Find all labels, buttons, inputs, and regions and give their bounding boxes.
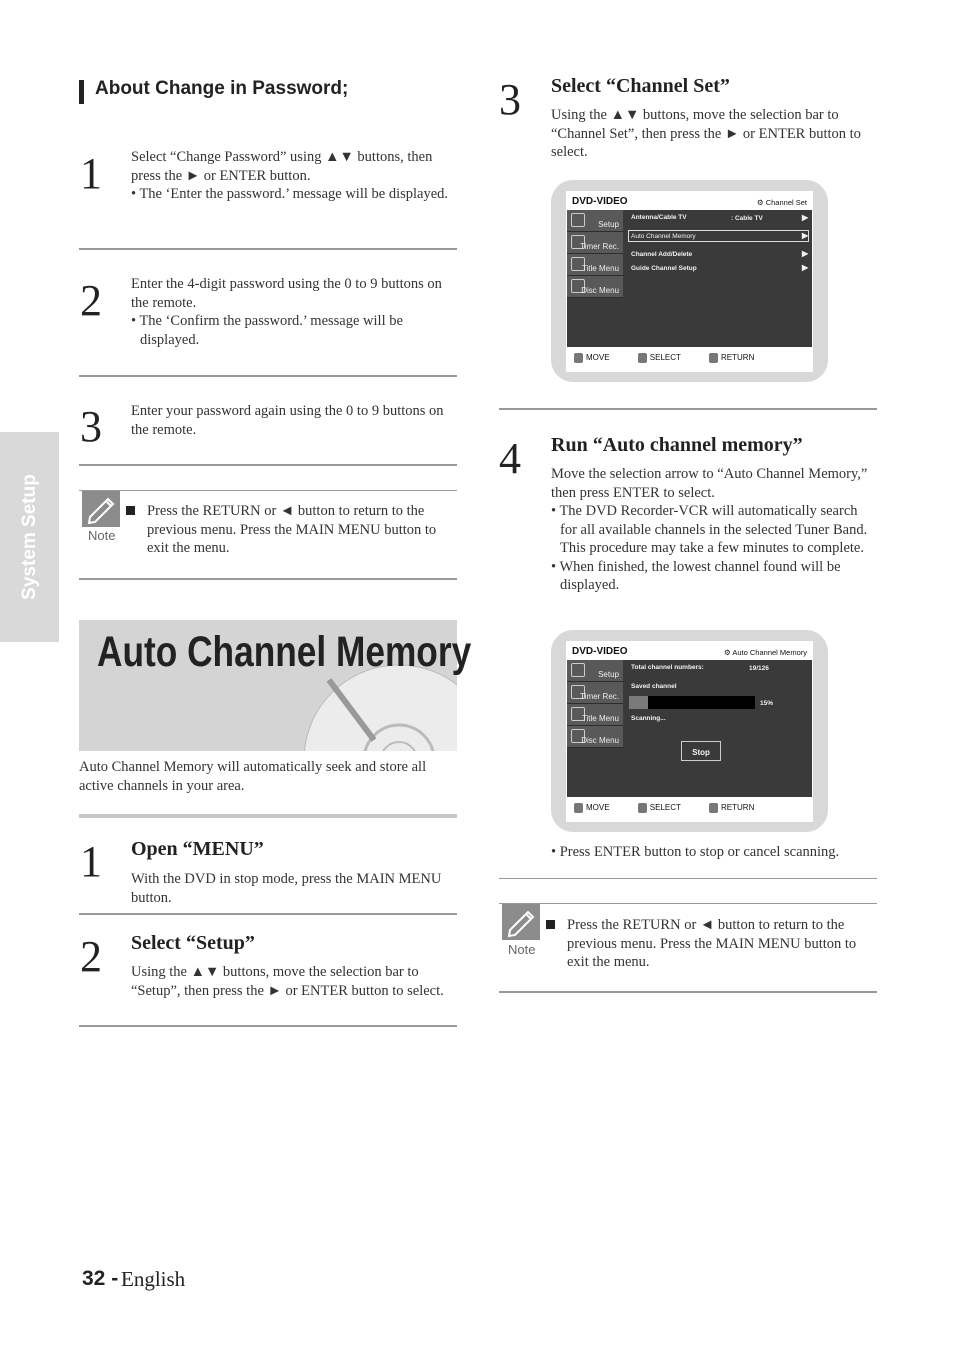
step-2-text: Using the ▲▼ buttons, move the selection bar to “Setup”, then press the ► or ENTER button to select. (131, 964, 444, 999)
progress-fill (629, 696, 648, 709)
arrow-right-icon: ▶ (802, 263, 809, 272)
arrow-right-icon: ▶ (802, 249, 809, 258)
divider (499, 903, 877, 904)
progress-bar (629, 696, 755, 709)
scanning-text: Scanning... (631, 715, 666, 722)
pw-step-2-text: Enter the 4-digit password using the 0 to 9 buttons on the remote. • The ‘Confirm the password.’ message will be displayed. (131, 276, 442, 348)
intro-text: Auto Channel Memory will automatically seek and store all active channels in your area. (79, 759, 427, 794)
menu-setup[interactable]: Setup (567, 660, 623, 682)
page-number: 32 - (82, 1267, 119, 1290)
pw-step-number-3: 3 (80, 402, 102, 451)
step-number-1: 1 (80, 837, 102, 886)
option-channel-add[interactable]: Channel Add/Delete (631, 251, 693, 258)
screen-header: DVD-VIDEO (572, 646, 628, 657)
option-antenna-value: : Cable TV (731, 215, 763, 222)
note-label: Note (508, 942, 536, 957)
total-channels-label: Total channel numbers: (631, 664, 704, 671)
step-3-text: Using the ▲▼ buttons, move the selection bar to “Channel Set”, then press the ► or ENTER button to select. (551, 107, 861, 160)
pw-step-number-1: 1 (80, 149, 102, 198)
divider (79, 490, 457, 491)
bullet-square (546, 920, 555, 929)
arrow-right-icon: ▶ (802, 213, 809, 222)
pw-step-number-2: 2 (80, 276, 102, 325)
divider (79, 375, 457, 377)
menu-setup[interactable]: Setup (567, 210, 623, 232)
divider (79, 814, 457, 818)
note-text: Press the RETURN or ◄ button to return to the previous menu. Press the MAIN MENU button to exit the menu. (147, 503, 437, 556)
note-pencil-icon (502, 904, 540, 940)
saved-channel-label: Saved channel (631, 683, 677, 690)
arrow-right-icon: ▶ (802, 231, 809, 240)
divider (499, 991, 877, 993)
step-2-title: Select “Setup” (131, 932, 255, 954)
divider (79, 1025, 457, 1027)
step-number-4: 4 (499, 434, 521, 483)
option-guide-channel[interactable]: Guide Channel Setup (631, 265, 697, 272)
menu-disc-menu[interactable]: Disc Menu (567, 276, 623, 298)
screen-auto-channel (551, 630, 828, 832)
menu-timer-rec[interactable]: Timer Rec. (567, 682, 623, 704)
option-antenna[interactable]: Antenna/Cable TV (631, 214, 687, 221)
divider (79, 913, 457, 915)
note-label: Note (88, 528, 116, 543)
option-auto-channel[interactable]: Auto Channel Memory (631, 233, 696, 240)
screen-footer: MOVE SELECT RETURN (574, 353, 754, 363)
page-title: Auto Channel Memory (97, 628, 472, 676)
menu-title-menu[interactable]: Title Menu (567, 254, 623, 276)
step-1-text: With the DVD in stop mode, press the MAIN MENU button. (131, 871, 442, 906)
screen-channel-set (551, 180, 828, 382)
bullet-square (126, 506, 135, 515)
side-tab-label: System Setup (18, 474, 40, 600)
pw-step-3-text: Enter your password again using the 0 to 9 buttons on the remote. (131, 403, 444, 438)
screen-breadcrumb: ⚙ Auto Channel Memory (723, 648, 807, 657)
step-4-text: Move the selection arrow to “Auto Channel Memory,” then press ENTER to select. • The DVD Recorder-VCR will automatically search for all available channels in the selected Tuner Band. This procedure may take a few minutes to complete. • When finished, the lowest channel found will be displayed. (551, 466, 868, 593)
page-language: English (121, 1267, 186, 1291)
progress-percent: 15% (760, 700, 774, 707)
menu-timer-rec[interactable]: Timer Rec. (567, 232, 623, 254)
divider (79, 578, 457, 580)
note-text: Press the RETURN or ◄ button to return to the previous menu. Press the MAIN MENU button to exit the menu. (567, 917, 857, 970)
screen-footer: MOVE SELECT RETURN (574, 803, 754, 813)
step-number-3: 3 (499, 75, 521, 124)
heading-bar (79, 80, 84, 104)
step-1-title: Open “MENU” (131, 838, 264, 860)
step-4-title: Run “Auto channel memory” (551, 434, 803, 456)
note-pencil-icon (82, 491, 120, 527)
divider (499, 408, 877, 410)
screen-header: DVD-VIDEO (572, 196, 628, 207)
stop-hint: • Press ENTER button to stop or cancel scanning. (551, 844, 840, 860)
password-heading: About Change in Password; (95, 78, 349, 99)
section-side-tab (0, 432, 59, 642)
screen-breadcrumb: ⚙ Channel Set (756, 198, 807, 207)
total-channels-value: 19/126 (749, 665, 769, 672)
step-3-title: Select “Channel Set” (551, 75, 730, 97)
divider (79, 464, 457, 466)
menu-disc-menu[interactable]: Disc Menu (567, 726, 623, 748)
step-number-2: 2 (80, 932, 102, 981)
divider (79, 248, 457, 250)
divider (499, 878, 877, 879)
pw-step-1-text: Select “Change Password” using ▲▼ buttons, then press the ► or ENTER button. • The ‘Enter the password.’ message will be displayed. (131, 149, 449, 202)
menu-title-menu[interactable]: Title Menu (567, 704, 623, 726)
stop-button[interactable]: Stop (681, 741, 721, 761)
